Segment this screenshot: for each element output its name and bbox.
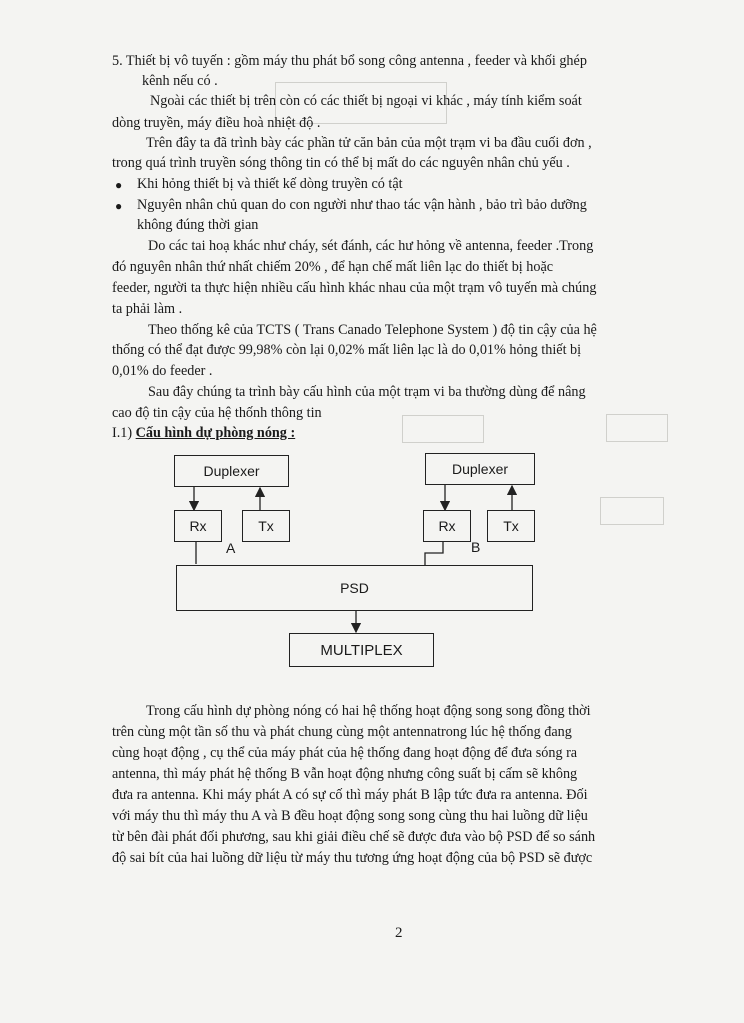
link-rx-b-to-psd <box>425 540 443 566</box>
system-a-label: A <box>226 540 236 556</box>
duplexer-b-box: Duplexer <box>425 453 535 485</box>
paragraph-5-line-3: 0,01% do feeder . <box>112 363 213 379</box>
paragraph-7-line-1: Trong cấu hình dự phòng nóng có hai hệ thống hoạt động song song đồng thời <box>146 703 591 719</box>
paragraph-7-line-3: cùng hoạt động , cụ thể của máy phát của hệ thống đang hoạt động để đưa sóng ra <box>112 745 578 761</box>
paragraph-1-line-2: kênh nếu có . <box>142 73 218 89</box>
bullet-dot: ● <box>115 178 123 192</box>
paragraph-4-line-1: Do các tai hoạ khác như cháy, sét đánh, các hư hỏng về antenna, feeder .Trong <box>148 238 594 254</box>
paragraph-3-line-2: trong quá trình truyền sóng thông tin có thể bị mất do các nguyên nhân chủ yếu . <box>112 155 570 171</box>
system-b-label: B <box>471 539 481 555</box>
paragraph-7-line-6: với máy thu thì máy thu A và B đều hoạt động song song cùng thu hai luồng dữ liệu <box>112 808 588 824</box>
rx-a-box: Rx <box>174 510 222 542</box>
paragraph-2-line-2: dòng truyền, máy điều hoà nhiệt độ . <box>112 115 321 131</box>
bullet-item-2-line-1: Nguyên nhân chủ quan do con người như thao tác vận hành , bảo trì bảo dưỡng <box>137 197 587 213</box>
tx-b-box: Tx <box>487 510 535 542</box>
paragraph-7-line-7: từ bên đài phát đối phương, sau khi giải điều chế sẽ được đưa vào bộ PSD để so sánh <box>112 829 596 845</box>
page-number: 2 <box>395 925 403 941</box>
paragraph-7-line-8: độ sai bít của hai luồng dữ liệu từ máy thu tương ứng hoạt động của bộ PSD sẽ được <box>112 850 593 866</box>
tx-a-box: Tx <box>242 510 290 542</box>
paragraph-6-line-2: cao độ tin cậy của hệ thốnh thông tin <box>112 405 322 421</box>
bullet-dot: ● <box>115 199 123 213</box>
paragraph-5-line-2: thống có thể đạt được 99,98% còn lại 0,02% mất liên lạc là do 0,01% hỏng thiết bị <box>112 342 582 358</box>
section-number: I.1) <box>112 425 133 441</box>
paragraph-6-line-1: Sau đây chúng ta trình bày cấu hình của một trạm vi ba thường dùng để nâng <box>148 384 586 400</box>
paragraph-1-line-1: 5. Thiết bị vô tuyến : gồm máy thu phát bổ song công antenna , feeder và khối ghép <box>112 53 587 69</box>
paragraph-2-line-1: Ngoài các thiết bị trên còn có các thiết bị ngoại vi khác , máy tính kiểm soát <box>150 93 582 109</box>
rx-b-box: Rx <box>423 510 471 542</box>
paragraph-4-line-2: đó nguyên nhân thứ nhất chiếm 20% , để hạn chế mất liên lạc do thiết bị hoặc <box>112 259 554 275</box>
paragraph-7-line-2: trên cùng một tần số thu và phát chung cùng một antennatrong lúc hệ thống đang <box>112 724 572 740</box>
section-title: Cấu hình dự phòng nóng : <box>135 425 296 441</box>
paragraph-4-line-4: ta phải làm . <box>112 301 183 317</box>
paragraph-4-line-3: feeder, người ta thực hiện nhiều cấu hình khác nhau của một trạm vô tuyến mà chúng <box>112 280 597 296</box>
paragraph-7-line-4: antenna, thì máy phát hệ thống B vẫn hoạt động nhưng công suất bị cấm sẽ không <box>112 766 578 782</box>
paragraph-5-line-1: Theo thống kê của TCTS ( Trans Canado Telephone System ) độ tin cậy của hệ <box>148 322 597 338</box>
paragraph-3-line-1: Trên đây ta đã trình bày các phần tử căn bản của một trạm vi ba đầu cuối đơn , <box>146 135 592 151</box>
bullet-item-2-line-2: không đúng thời gian <box>137 217 259 233</box>
bullet-item-1: Khi hỏng thiết bị và thiết kế dòng truyền có tật <box>137 176 403 192</box>
paragraph-7-line-5: đưa ra antenna. Khi máy phát A có sự cố thì máy phát B lập tức đưa ra antenna. Đối <box>112 787 588 803</box>
duplexer-a-box: Duplexer <box>174 455 289 487</box>
psd-box: PSD <box>176 565 533 611</box>
multiplex-box: MULTIPLEX <box>289 633 434 667</box>
